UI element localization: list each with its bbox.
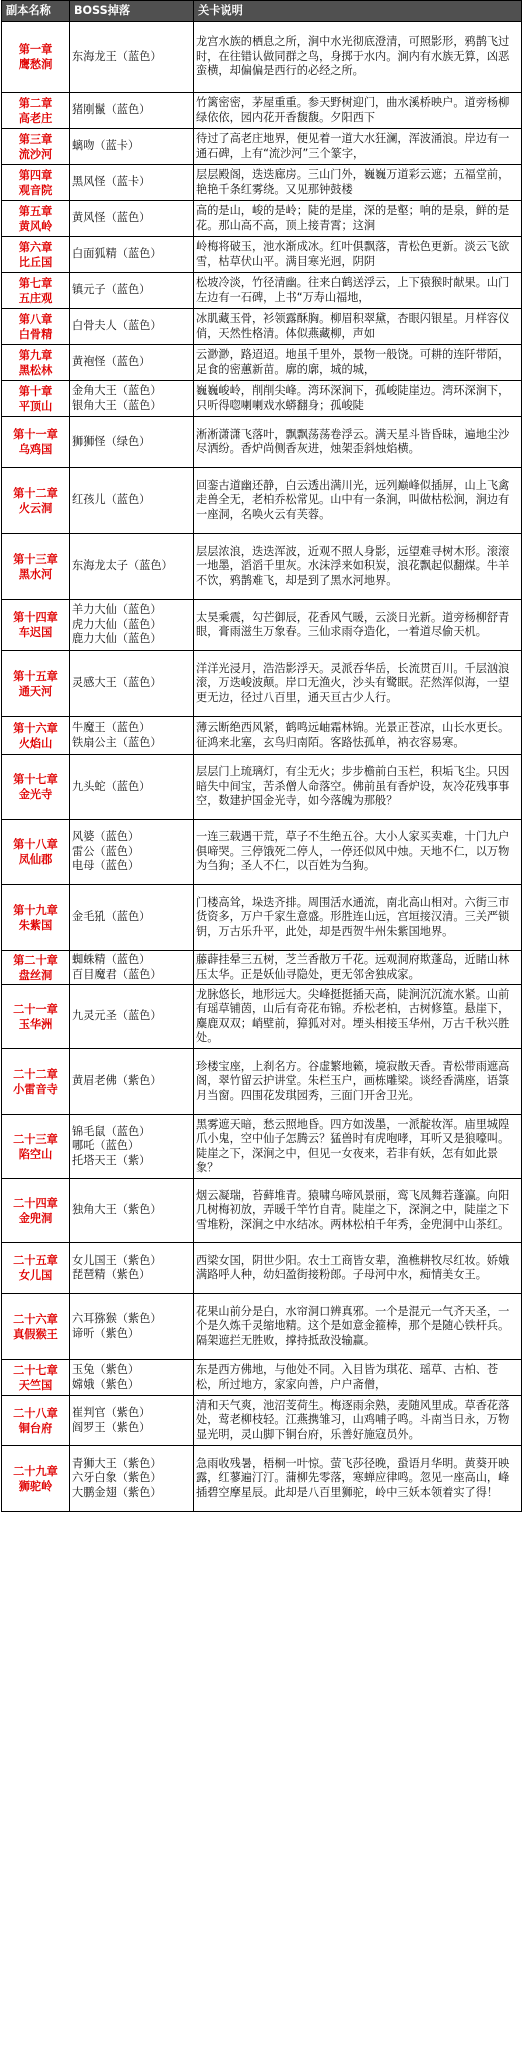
chapter-name-line: 盘丝洞 xyxy=(18,968,53,982)
chapter-name-line: 小雷音寺 xyxy=(13,1082,58,1096)
chapter-name-cell xyxy=(2,755,70,820)
boss-name: 九头蛇（蓝色） xyxy=(72,779,151,793)
level-description-text: 花果山前分是白，水帘洞口辨真邪。一个是混元一气齐天圣，一个是久炼千灵缩地精。这个是如意金箍棒，那个是随心铁杆兵。隔架遮拦无胜败，撑持抵敌没输赢。 xyxy=(196,1304,510,1347)
table-row xyxy=(2,534,522,600)
level-description-cell xyxy=(194,1243,522,1294)
level-description-text: 洋洋光浸月，浩浩影浮天。灵派吞华岳，长流贯百川。千层汹浪滚，万迭峻波颠。岸口无渔火，沙头有鹭眠。茫然浑似海，一望更无边，径过八百里，通天亘古少人行。 xyxy=(196,661,510,704)
level-description-cell xyxy=(194,237,522,273)
chapter-name-cell xyxy=(2,201,70,237)
boss-name: 东海龙王（蓝色） xyxy=(72,49,162,63)
table-row xyxy=(2,1360,522,1396)
level-description-cell xyxy=(194,381,522,417)
boss-name: 羊力大仙（蓝色） xyxy=(72,603,162,617)
boss-name: 嫦娥（紫色） xyxy=(72,1377,140,1391)
level-description-text: 珍楼宝座，上刹名方。谷虚繁地籁，境寂散天香。青松带雨遮高阁，翠竹留云护讲堂。朱栏玉户，画栋雕梁。谈经香满座，语箓月当窗。四围花发琪园秀，三面门开舍卫光。 xyxy=(196,1059,510,1102)
table-row xyxy=(2,717,522,755)
chapter-name-cell xyxy=(2,600,70,651)
chapter-name-line: 第七章 xyxy=(18,276,53,290)
table-body xyxy=(2,22,522,1512)
boss-drop-cell xyxy=(70,1446,194,1512)
table-row xyxy=(2,93,522,129)
chapter-name-line: 二十三章 xyxy=(13,1132,58,1146)
level-description-text: 高的是山，峻的是岭；陡的是崖，深的是壑；响的是泉，鲜的是花。那山高不高，顶上接青霄；这涧 xyxy=(196,204,510,232)
level-description-cell xyxy=(194,165,522,201)
boss-name: 鹿力大仙（蓝色） xyxy=(72,632,162,646)
table-row xyxy=(2,1049,522,1115)
level-description-text: 巍巍峻岭，削削尖峰。湾环深涧下，孤峻陡崖边。湾环深涧下，只听得唿喇喇戏水蟒翻身；孤峻陡 xyxy=(196,384,510,412)
level-description-cell xyxy=(194,129,522,165)
chapter-name-line: 二十九章 xyxy=(13,1464,58,1478)
chapter-name-line: 二十八章 xyxy=(13,1406,58,1420)
table-row xyxy=(2,951,522,985)
chapter-name-cell xyxy=(2,1446,70,1512)
boss-drop-cell xyxy=(70,93,194,129)
boss-name: 谛听（紫色） xyxy=(72,1326,140,1340)
chapter-name-line: 第二十章 xyxy=(13,953,58,967)
boss-name: 金毛犼（蓝色） xyxy=(72,910,151,924)
boss-drop-cell xyxy=(70,755,194,820)
boss-name: 白面狐精（蓝色） xyxy=(72,247,162,261)
table-row xyxy=(2,885,522,951)
level-description-cell xyxy=(194,345,522,381)
chapter-name-cell xyxy=(2,165,70,201)
chapter-name-cell xyxy=(2,1243,70,1294)
level-description-cell xyxy=(194,951,522,985)
boss-name: 崔判官（紫色） xyxy=(72,1406,151,1419)
boss-name: 蜘蛛精（蓝色） xyxy=(72,953,151,966)
boss-drop-cell xyxy=(70,1396,194,1446)
table-row xyxy=(2,237,522,273)
chapter-name-line: 黑松林 xyxy=(18,363,53,377)
chapter-name-cell xyxy=(2,717,70,755)
table-row xyxy=(2,651,522,717)
boss-name: 阎罗王（紫色） xyxy=(72,1420,151,1434)
boss-drop-cell xyxy=(70,22,194,93)
level-description-cell xyxy=(194,1049,522,1115)
chapter-name-line: 通天河 xyxy=(18,684,53,698)
chapter-name-line: 玉华洲 xyxy=(18,1017,53,1031)
boss-name: 螭吻（蓝卡） xyxy=(72,139,140,153)
level-description-text: 烟云凝瑞，苔藓堆青。猿啸乌啼风景丽，鸾飞凤舞若蓬瀛。向阳几树梅初放，弄暖千竿竹自青。陡崖之下，深涧之中，陡崖之下雪堆粉，深涧之中水结冰。两林松柏千年秀，金兜洞中山茶红。 xyxy=(196,1188,510,1231)
boss-name: 六耳猕猴（紫色） xyxy=(72,1312,162,1325)
boss-name: 黑风怪（蓝卡） xyxy=(72,175,151,189)
table-row xyxy=(2,985,522,1049)
chapter-name-line: 高老庄 xyxy=(18,111,53,125)
chapter-name-line: 二十一章 xyxy=(13,1002,58,1016)
boss-name: 青狮大王（紫色） xyxy=(72,1456,162,1470)
chapter-name-line: 火焰山 xyxy=(18,736,53,750)
table-row xyxy=(2,1396,522,1446)
chapter-name-cell xyxy=(2,651,70,717)
level-description-cell xyxy=(194,600,522,651)
level-description-text: 层层门上琉璃灯，有尘无火；步步檐前白玉栏，积垢飞尘。只因暗失中间宝，苦杀僧人命落空。佛前虽有香炉设，灰冷花残事事空，数建护国金光寺，如今落魄为那般？ xyxy=(196,765,510,808)
boss-name: 玉兔（紫色） xyxy=(72,1363,140,1376)
table-row xyxy=(2,820,522,885)
chapter-name-line: 第九章 xyxy=(18,348,53,362)
level-description-text: 清和天气爽，池沼芰荷生。梅逐雨余熟，麦随风里成。草香花落处，莺老柳枝轻。江燕携雏习，山鸡哺子鸣。斗南当日永，万物显光明，灵山脚下铜台府，乐善好施寇员外。 xyxy=(196,1398,510,1441)
chapter-name-line: 女儿国 xyxy=(18,1269,53,1282)
chapter-name-line: 铜台府 xyxy=(18,1421,53,1435)
level-description-text: 待过了高老庄地界，便见着一道大水狂澜，浑波涌浪。岸边有一通石碑，上有“流沙河”三个篆字， xyxy=(196,132,510,160)
level-description-cell xyxy=(194,1179,522,1243)
boss-drop-cell xyxy=(70,273,194,309)
chapter-name-cell xyxy=(2,1396,70,1446)
chapter-name-line: 二十五章 xyxy=(13,1254,58,1267)
level-description-cell xyxy=(194,22,522,93)
chapter-name-line: 第十八章 xyxy=(13,838,58,851)
boss-drop-cell xyxy=(70,717,194,755)
table-row xyxy=(2,22,522,93)
boss-drop-cell xyxy=(70,600,194,651)
boss-drop-cell xyxy=(70,534,194,600)
chapter-name-line: 狮驼岭 xyxy=(18,1479,53,1493)
chapter-name-line: 鹰愁涧 xyxy=(18,58,53,71)
boss-drop-cell xyxy=(70,951,194,985)
chapter-name-cell xyxy=(2,468,70,534)
table-row xyxy=(2,201,522,237)
chapter-name-cell xyxy=(2,820,70,885)
table-row xyxy=(2,345,522,381)
chapter-name-cell xyxy=(2,534,70,600)
level-description-cell xyxy=(194,468,522,534)
boss-name: 狮狮怪（绿色） xyxy=(72,434,151,448)
table-row xyxy=(2,600,522,651)
level-description-text: 竹篱密密，茅屋重重。参天野树迎门，曲水溪桥映户。道旁杨柳绿依依，园内花开香馥馥。夕阳西下 xyxy=(196,96,510,124)
table-row xyxy=(2,755,522,820)
boss-drop-cell xyxy=(70,417,194,468)
chapter-name-line: 比丘国 xyxy=(18,255,53,269)
level-description-cell xyxy=(194,309,522,345)
level-description-text: 薄云断绝西风紧，鹤鸣远岫霜林锦。光景正苍凉，山长水更长。征鸿来北塞，玄鸟归南陌。客路怯孤单，衲衣容易寒。 xyxy=(196,721,510,749)
level-description-cell xyxy=(194,885,522,951)
chapter-name-line: 乌鸡国 xyxy=(18,443,53,456)
boss-name: 金角大王（蓝色） xyxy=(72,384,162,397)
chapter-name-line: 黑水河 xyxy=(18,567,53,581)
level-description-text: 东是西方佛地，与他处不同。入目皆为琪花、瑶草、古柏、苍松，所过地方，家家向善，户户斋僧， xyxy=(196,1363,499,1391)
chapter-name-cell xyxy=(2,1179,70,1243)
boss-drop-cell xyxy=(70,985,194,1049)
chapter-name-line: 真假猴王 xyxy=(13,1327,58,1341)
boss-name: 哪吒（蓝色） xyxy=(72,1139,140,1153)
chapter-name-line: 流沙河 xyxy=(18,147,53,161)
boss-name: 猪刚鬣（蓝色） xyxy=(72,103,151,117)
chapter-name-line: 第二章 xyxy=(18,96,53,110)
chapter-name-line: 二十六章 xyxy=(13,1312,58,1326)
table-row xyxy=(2,273,522,309)
boss-drop-cell xyxy=(70,309,194,345)
level-description-cell xyxy=(194,820,522,885)
level-description-text: 层层殿阁，迭迭廊房。三山门外，巍巍万道彩云遮；五福堂前，艳艳千条红雾绕。又见那钟鼓楼 xyxy=(196,168,510,196)
boss-drop-cell xyxy=(70,1115,194,1179)
chapter-name-line: 凤仙郡 xyxy=(18,853,53,866)
boss-drop-cell xyxy=(70,345,194,381)
boss-name: 白骨夫人（蓝色） xyxy=(72,319,162,333)
boss-drop-cell xyxy=(70,165,194,201)
chapter-name-line: 观音院 xyxy=(18,183,53,197)
boss-name: 东海龙太子（蓝色） xyxy=(72,559,173,573)
chapter-name-line: 二十二章 xyxy=(13,1067,58,1081)
boss-name: 灵感大王（蓝色） xyxy=(72,676,162,690)
chapter-name-cell xyxy=(2,951,70,985)
chapter-name-line: 二十四章 xyxy=(13,1196,58,1210)
table-row xyxy=(2,1294,522,1360)
boss-drop-cell xyxy=(70,885,194,951)
chapter-name-line: 第十一章 xyxy=(13,428,58,441)
boss-name: 牛魔王（蓝色） xyxy=(72,721,151,734)
boss-drop-cell xyxy=(70,820,194,885)
boss-name: 镇元子（蓝色） xyxy=(72,283,151,297)
level-description-cell xyxy=(194,755,522,820)
boss-name: 六牙白象（紫色） xyxy=(72,1471,162,1485)
level-description-text: 回銮古道幽还静，白云透出满川光，远列巅峰似插屏，山上飞禽走兽全无，老柏乔松常见。山中有一条涧，叫做枯松涧，涧边有一座洞，名唤火云有芙蓉。 xyxy=(196,478,510,521)
level-description-text: 龙脉悠长，地形远大。尖峰挺挺插天高，陡涧沉沉流水紧。山前有瑶草铺茵，山后有奇花布锦。乔松老柏，古树修篁。悬崖下，麋鹿双双；峭壁前，獐狐对对。堙头相接玉华州，万古千秋兴胜处。 xyxy=(196,987,510,1044)
level-description-text: 层层浓浪，迭迭浑波，近观不照人身影，远望难寻树木形。滚滚一地墨，滔滔千里灰。水沫浮来如积炭，浪花飘起似翻煤。牛羊不饮，鸦鹊难飞，却是到了黑水河地界。 xyxy=(196,544,510,587)
level-description-text: 太昊乘震，勾芒御辰，花香风气暖，云淡日光新。道旁杨柳舒青眼，膏雨滋生万象春。三仙求雨夺造化，一着道尽偷天机。 xyxy=(196,610,510,638)
boss-name: 黄眉老佛（紫色） xyxy=(72,1074,162,1088)
boss-name: 铁扇公主（蓝色） xyxy=(72,735,162,749)
boss-name: 琵琶精（紫色） xyxy=(72,1268,151,1281)
chapter-name-cell xyxy=(2,273,70,309)
level-description-text: 松坡冷淡，竹径清幽。往来白鹤送浮云，上下猿猴时献果。山门左边有一石碑，上书“万寿山福地， xyxy=(196,276,510,304)
level-description-cell xyxy=(194,1360,522,1396)
boss-drop-cell xyxy=(70,1360,194,1396)
level-description-text: 黑雾遮天暗，愁云照地昏。四方如泼墨，一派靛妆浑。庙里城隍爪小鬼，空中仙子怎腾云？猛兽时有虎咆哮，耳听又是狼嚎叫。陡崖之下，深涧之中，但见一女夜来，若非有妖，怎有如此景象？ xyxy=(196,1117,510,1174)
chapter-name-cell xyxy=(2,237,70,273)
chapter-name-line: 第八章 xyxy=(18,312,53,326)
table-row xyxy=(2,1446,522,1512)
table-row xyxy=(2,165,522,201)
chapter-name-line: 第十九章 xyxy=(13,903,58,917)
table-row xyxy=(2,309,522,345)
boss-name: 托塔天王（紫） xyxy=(72,1153,151,1167)
boss-drop-cell xyxy=(70,1179,194,1243)
chapter-name-line: 第十四章 xyxy=(13,611,58,624)
level-description-cell xyxy=(194,201,522,237)
chapter-name-line: 第三章 xyxy=(18,132,53,146)
boss-name: 锦毛鼠（蓝色） xyxy=(72,1124,151,1138)
chapter-name-line: 第十六章 xyxy=(13,721,58,735)
chapter-name-line: 白骨精 xyxy=(18,327,53,341)
boss-name: 电母（蓝色） xyxy=(72,859,140,873)
level-description-text: 西梁女国，阴世少阳。农士工商皆女辈，渔樵耕牧尽红妆。娇娥满路呼人种，幼妇盈街接粉郎。子母河中水，痴情美女王。 xyxy=(196,1253,510,1281)
level-description-text: 冰肌藏玉骨，衫领露酥胸。柳眉积翠黛，杏眼闪银星。月样容仪俏，天然性格清。体似燕藏柳，声如 xyxy=(196,312,510,340)
chapter-name-line: 黄风岭 xyxy=(18,219,53,233)
chapter-table xyxy=(1,0,522,1512)
chapter-name-line: 第十三章 xyxy=(13,552,58,566)
chapter-name-line: 第十五章 xyxy=(13,669,58,683)
chapter-name-cell xyxy=(2,1115,70,1179)
header-chapter-name: 副本名称 xyxy=(2,1,70,22)
table-row xyxy=(2,468,522,534)
boss-name: 九灵元圣（蓝色） xyxy=(72,1009,162,1023)
boss-name: 雷公（蓝色） xyxy=(72,844,140,858)
level-description-cell xyxy=(194,717,522,755)
chapter-name-line: 天竺国 xyxy=(18,1378,53,1392)
boss-drop-cell xyxy=(70,1049,194,1115)
boss-drop-cell xyxy=(70,381,194,417)
boss-drop-cell xyxy=(70,1294,194,1360)
chapter-name-line: 第六章 xyxy=(18,240,53,254)
boss-name: 虎力大仙（蓝色） xyxy=(72,617,162,631)
chapter-name-cell xyxy=(2,93,70,129)
chapter-name-cell xyxy=(2,309,70,345)
chapter-name-line: 陷空山 xyxy=(18,1147,53,1161)
table-row xyxy=(2,1243,522,1294)
level-description-text: 急雨收残暑，梧桐一叶惊。萤飞莎径晚，蛩语月华明。黄葵开映露，红蓼遍汀汀。蒲柳先零落，寒蝉应律鸣。忽见一座高山，峰插碧空摩星辰。此却是八百里狮驼，岭中三妖本领着实了得！ xyxy=(196,1456,510,1499)
boss-drop-cell xyxy=(70,651,194,717)
boss-drop-cell xyxy=(70,237,194,273)
header-level-desc: 关卡说明 xyxy=(194,1,522,22)
chapter-name-line: 第一章 xyxy=(18,43,53,56)
table-row xyxy=(2,1179,522,1243)
boss-name: 红孩儿（蓝色） xyxy=(72,493,151,507)
chapter-name-cell xyxy=(2,417,70,468)
boss-name: 独角大王（紫色） xyxy=(72,1203,162,1217)
level-description-cell xyxy=(194,985,522,1049)
chapter-name-line: 朱紫国 xyxy=(18,918,53,932)
level-description-text: 藤薜挂晕三五树，芝兰香散万千花。远观洞府欺蓬岛，近睹山林压太华。正是妖仙寻隐处，更无邻舍独成家。 xyxy=(196,953,510,981)
chapter-name-line: 车迟国 xyxy=(18,626,53,639)
level-description-text: 淅淅潇潇飞落叶，飘飘荡荡卷浮云。满天星斗皆昏昧，遍地尘沙尽洒纷。香炉尚侧香灰进，烛架歪斜烛焰横。 xyxy=(196,427,510,455)
level-description-text: 云渺渺，路迢迢。地虽千里外，景物一般饶。可耕的连阡带陌，足食的密蕙新苗。廓的廓，城的城， xyxy=(196,348,510,376)
boss-drop-cell xyxy=(70,1243,194,1294)
boss-drop-cell xyxy=(70,468,194,534)
table-row xyxy=(2,129,522,165)
level-description-text: 龙宫水族的栖息之所，涧中水光彻底澄清，可照影形，鸦鹊飞过时，在往错认做同群之鸟，身掷于水内。涧内有水族无算，凶恶蛮横，却偏偏是西行的必经之所。 xyxy=(196,35,510,78)
chapter-name-line: 金兜洞 xyxy=(18,1211,53,1225)
boss-name: 黄风怪（蓝色） xyxy=(72,211,151,225)
boss-name: 风婆（蓝色） xyxy=(72,830,140,844)
table-row xyxy=(2,381,522,417)
chapter-name-line: 金光寺 xyxy=(18,788,53,801)
level-description-cell xyxy=(194,1396,522,1446)
level-description-cell xyxy=(194,1294,522,1360)
boss-name: 百目魔君（蓝色） xyxy=(72,967,162,981)
level-description-cell xyxy=(194,651,522,717)
chapter-name-cell xyxy=(2,1049,70,1115)
level-description-text: 一连三载遇干荒，草子不生绝五谷。大小人家买卖难，十门九户俱啼哭。三停饿死二停人，一停还似风中烛。天地不仁，以万物为刍狗；圣人不仁，以百姓为刍狗。 xyxy=(196,830,510,873)
level-description-text: 门楼高耸，垛迭齐排。周围活水通流，南北高山相对。六街三市货资多，万户千家生意盛。形胜连山远，宫垣接汉清。三关严锁钥，万古乐升平，此处，却是西贺牛州朱紫国地界。 xyxy=(196,895,510,938)
chapter-name-line: 第四章 xyxy=(18,168,53,182)
chapter-name-line: 五庄观 xyxy=(18,291,53,305)
chapter-name-cell xyxy=(2,129,70,165)
level-description-cell xyxy=(194,534,522,600)
boss-drop-cell xyxy=(70,201,194,237)
chapter-name-line: 火云洞 xyxy=(18,501,53,515)
chapter-name-cell xyxy=(2,985,70,1049)
chapter-name-line: 第五章 xyxy=(18,204,53,218)
chapter-name-cell xyxy=(2,885,70,951)
level-description-cell xyxy=(194,273,522,309)
boss-name: 大鹏金翅（紫色） xyxy=(72,1485,162,1499)
chapter-name-line: 二十七章 xyxy=(13,1363,58,1377)
boss-name: 女儿国王（紫色） xyxy=(72,1253,162,1267)
level-description-cell xyxy=(194,93,522,129)
chapter-name-line: 第十七章 xyxy=(13,773,58,786)
boss-name: 银角大王（蓝色） xyxy=(72,398,162,412)
level-description-text: 岭梅将破玉，池水渐成冰。红叶俱飘落，青松色更新。淡云飞欲雪，枯草伏山平。满目寒光迥，阴阴 xyxy=(196,240,510,268)
chapter-name-cell xyxy=(2,1294,70,1360)
boss-name: 黄袍怪（蓝色） xyxy=(72,355,151,369)
table-header-row xyxy=(2,1,522,22)
chapter-name-cell xyxy=(2,345,70,381)
chapter-name-line: 平顶山 xyxy=(18,399,53,413)
chapter-name-cell xyxy=(2,1360,70,1396)
chapter-name-cell xyxy=(2,381,70,417)
level-description-cell xyxy=(194,1115,522,1179)
boss-drop-cell xyxy=(70,129,194,165)
table-row xyxy=(2,1115,522,1179)
table-row xyxy=(2,417,522,468)
chapter-name-line: 第十二章 xyxy=(13,486,58,500)
level-description-cell xyxy=(194,1446,522,1512)
chapter-name-cell xyxy=(2,22,70,93)
level-description-cell xyxy=(194,417,522,468)
chapter-name-line: 第十章 xyxy=(18,384,53,398)
header-boss-drop: BOSS掉落 xyxy=(70,1,194,22)
